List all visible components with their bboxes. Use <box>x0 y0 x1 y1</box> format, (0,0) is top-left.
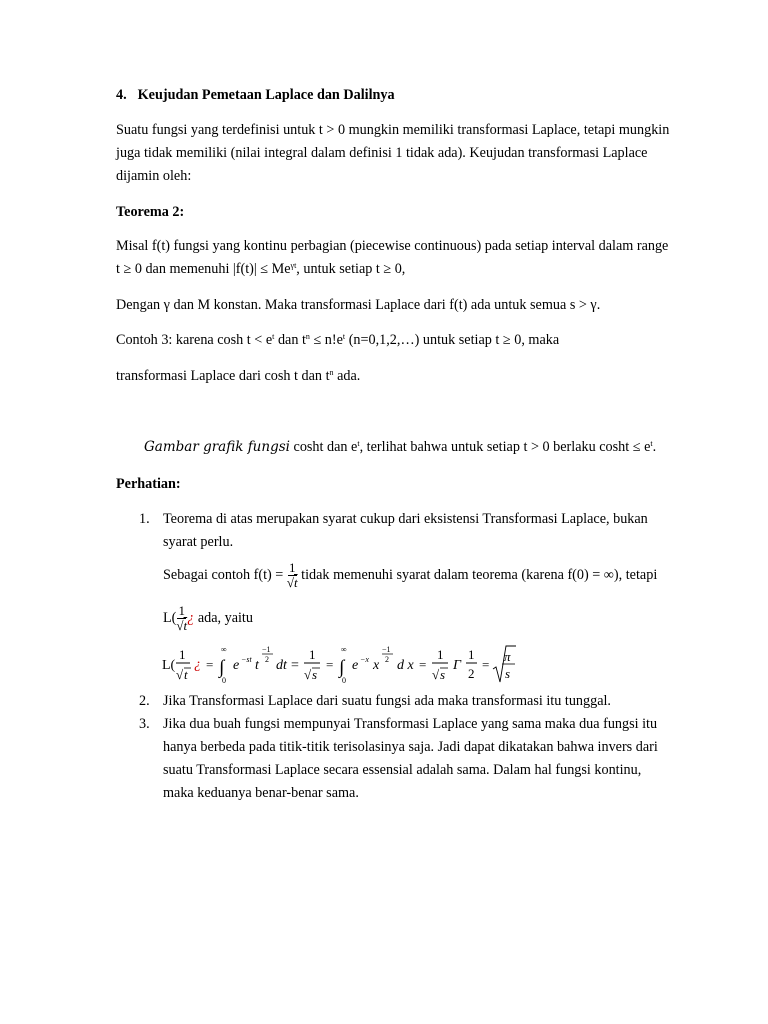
section-number: 4. <box>116 87 127 103</box>
svg-text:√: √ <box>432 667 440 682</box>
svg-text:−st: −st <box>241 655 252 664</box>
note-2-line-1: Jika Transformasi Laplace dari suatu fungsi ada maka transformasi itu tunggal. <box>163 693 611 709</box>
theorem-line-1: Misal f(t) fungsi yang kontinu perbagian (piecewise continuous) pada setiap interval dalam range <box>116 238 669 254</box>
svg-text:0: 0 <box>342 676 346 685</box>
svg-text:√: √ <box>304 667 312 682</box>
theorem-title: Teorema 2: <box>116 204 185 220</box>
intro-line-1: Suatu fungsi yang terdefinisi untuk t > 0 mungkin memiliki transformasi Laplace, tetapi mungkin <box>116 122 670 138</box>
svg-text:Γ: Γ <box>453 658 461 673</box>
svg-text:1: 1 <box>309 647 316 662</box>
example-line-2: transformasi Laplace dari cosh t dan $t^n$ ada. <box>116 368 361 384</box>
svg-text:−1: −1 <box>262 645 271 654</box>
note-1-example: Sebagai contoh f(t) = $\frac{1}{√t}$ tidak memenuhi syarat dalam teorema (karena f(0) = ∞), tetapi <box>163 560 658 591</box>
fraction-one-over-sqrt-t: $\frac{1}{√t}$ <box>286 560 298 591</box>
svg-text:0: 0 <box>222 676 226 685</box>
svg-text:∞: ∞ <box>221 645 227 654</box>
note-1-line-2: syarat perlu. <box>163 534 234 550</box>
note-3-line-1: Jika dua buah fungsi mempunyai Transformasi Laplace yang sama maka dua fungsi itu <box>163 716 658 732</box>
svg-text:dt: dt <box>276 658 287 673</box>
svg-text:=: = <box>291 658 299 673</box>
svg-text:t: t <box>184 667 188 682</box>
svg-text:s: s <box>505 666 511 681</box>
svg-text:2: 2 <box>468 666 475 681</box>
svg-text:s: s <box>440 667 446 682</box>
figure-caption: Gambar grafik fungsi cosht dan $e^t$, terlihat bahwa untuk setiap t > 0 berlaku $\cosh t \le e^t$. <box>144 439 657 455</box>
notes-title: Perhatian: <box>116 476 181 492</box>
svg-text:2: 2 <box>385 655 389 664</box>
note-3-line-3: suatu Transformasi Laplace secara essensial adalah sama. Dalam hal fungsi kontinu, <box>163 762 642 778</box>
theorem-line-2: t ≥ 0 dan memenuhi $|f(t)| \le Me^{\gamma t}$, untuk setiap t ≥ 0, <box>116 261 406 277</box>
svg-text:L(: L( <box>162 658 176 673</box>
intro-line-2: juga tidak memiliki (nilai integral dalam definisi 1 tidak ada). Keujudan transformasi Laplace <box>116 145 648 161</box>
svg-text:=: = <box>419 657 427 672</box>
svg-text:−x: −x <box>360 655 369 664</box>
intro-line-3: dijamin oleh: <box>116 168 192 184</box>
svg-text:1: 1 <box>179 647 186 662</box>
svg-text:s: s <box>312 667 318 682</box>
theorem-line-3: Dengan γ dan M konstan. Maka transformasi Laplace dari f(t) ada untuk semua s > γ. <box>116 297 601 313</box>
svg-text:1: 1 <box>468 647 475 662</box>
svg-text:x: x <box>373 658 380 673</box>
svg-text:√: √ <box>176 667 184 682</box>
svg-text:=: = <box>206 657 214 672</box>
example-line-1: Contoh 3: karena $\cosh t < e^t$ dan $t^n \le n!e^t$ (n=0,1,2,…) untuk setiap t ≥ 0, maka <box>116 332 560 348</box>
svg-text:∫: ∫ <box>339 657 345 678</box>
svg-text:=: = <box>326 657 334 672</box>
svg-text:d x: d x <box>397 658 414 673</box>
section-title: Keujudan Pemetaan Laplace dan Dalilnya <box>137 87 395 103</box>
note-3-line-2: hanya berbeda pada titik-titik terisolasinya saja. Jadi dapat dikatakan bahwa invers dari <box>163 739 658 755</box>
svg-text:−1: −1 <box>382 645 391 654</box>
svg-text:=: = <box>482 657 490 672</box>
note-1-number: 1. <box>139 511 150 527</box>
laplace-formula <box>160 642 530 688</box>
svg-text:2: 2 <box>265 655 269 664</box>
svg-text:1: 1 <box>437 647 444 662</box>
note-2-number: 2. <box>139 693 150 709</box>
svg-text:π: π <box>504 649 511 664</box>
svg-text:∫: ∫ <box>219 657 225 678</box>
svg-text:∞: ∞ <box>341 645 347 654</box>
svg-text:¿: ¿ <box>194 657 201 672</box>
note-3-number: 3. <box>139 716 150 732</box>
note-3-line-4: maka keduanya benar-benar sama. <box>163 785 359 801</box>
svg-text:e: e <box>352 658 359 673</box>
note-1-laplace-line: L( $\frac{1}{√t}$ ¿ ada, yaitu <box>163 603 253 634</box>
section-heading <box>116 86 395 104</box>
svg-text:t: t <box>255 658 259 673</box>
svg-text:e: e <box>233 658 240 673</box>
note-1-line-1: Teorema di atas merupakan syarat cukup dari eksistensi Transformasi Laplace, bukan <box>163 511 648 527</box>
